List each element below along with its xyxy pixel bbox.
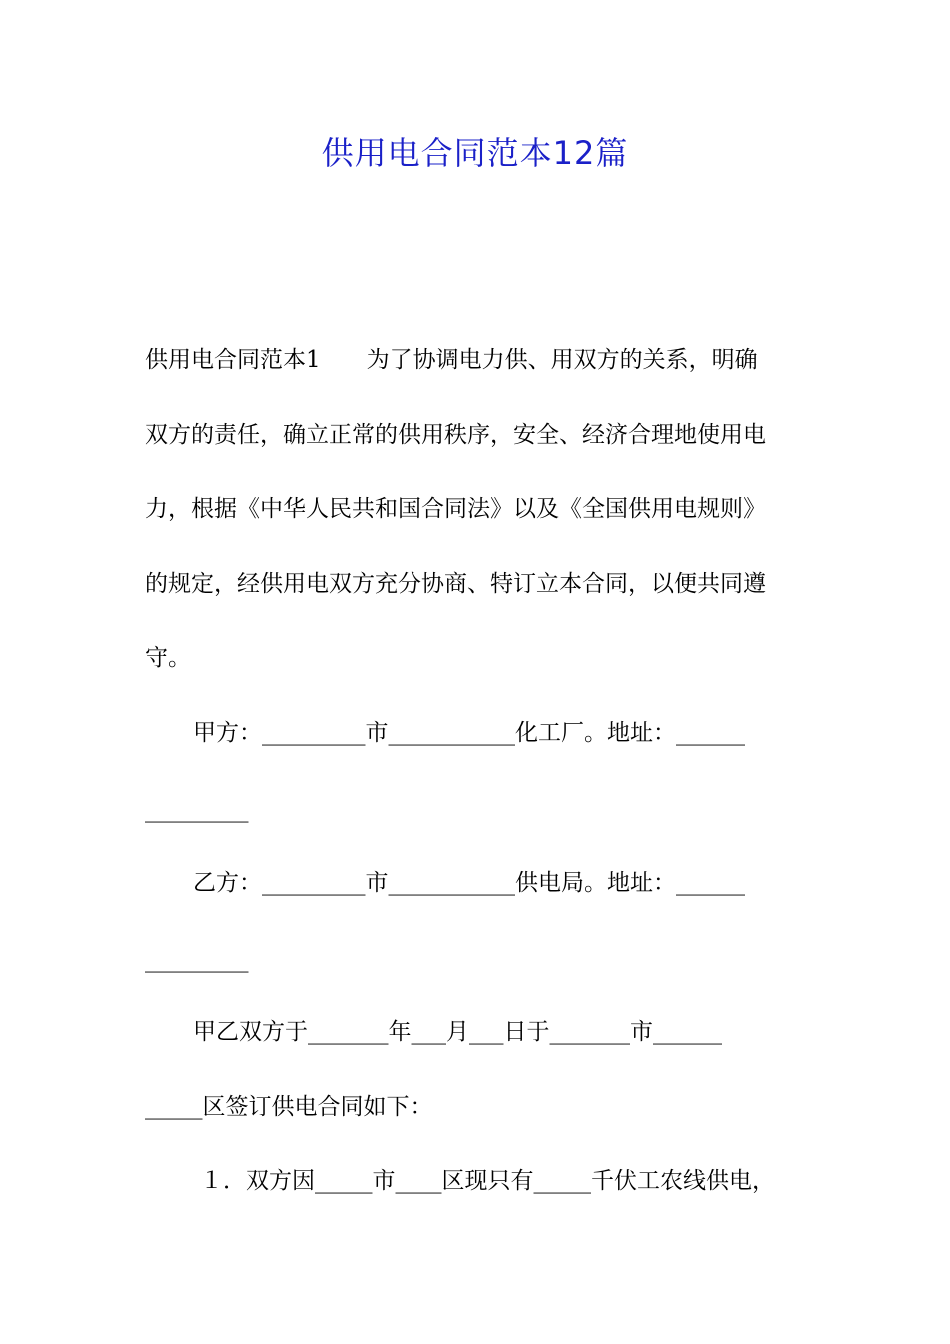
signing-date-line: 甲乙双方于_______年___月___日于_______市______	[193, 1019, 722, 1045]
clause-1-line: １．双方因_____市____区现只有_____千伏工农线供电，	[200, 1168, 775, 1194]
document-title: 供用电合同范本12篇	[321, 134, 629, 172]
paragraph-line: 双方的责任，确立正常的供用秩序，安全、经济合理地使用电	[145, 422, 766, 448]
signing-place-line: _____区签订供电合同如下：	[145, 1094, 433, 1120]
party-a-line: 甲方：_________市___________化工厂。地址：______	[193, 720, 745, 746]
party-a-address-continuation: _________	[145, 797, 249, 823]
party-b-line: 乙方：_________市___________供电局。地址：______	[193, 870, 745, 896]
party-b-address-continuation: _________	[145, 947, 249, 973]
paragraph-line: 力，根据《中华人民共和国合同法》以及《全国供用电规则》	[145, 496, 766, 522]
paragraph-line: 供用电合同范本1 为了协调电力供、用双方的关系，明确	[145, 347, 758, 373]
paragraph-line: 的规定，经供用电双方充分协商、特订立本合同，以便共同遵	[145, 571, 766, 597]
paragraph-line: 守。	[145, 645, 191, 671]
